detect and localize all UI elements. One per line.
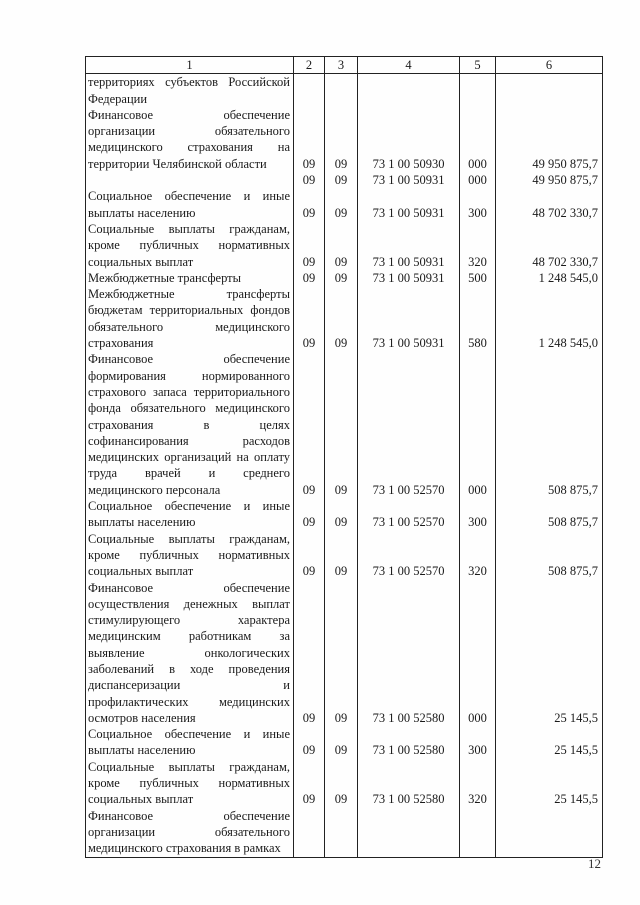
cell-section: 09 (294, 270, 325, 286)
cell-subsection (325, 74, 358, 107)
cell-subsection: 09 (325, 270, 358, 286)
cell-expense-type: 000 (460, 107, 496, 172)
cell-expense-type (460, 808, 496, 857)
cell-name: Социальное обеспечение и иные выплаты населению (86, 726, 294, 759)
cell-subsection: 09 (325, 221, 358, 270)
cell-target-article (358, 808, 460, 857)
cell-name: Социальное обеспечение и иные выплаты населению (86, 498, 294, 531)
cell-expense-type: 000 (460, 351, 496, 498)
table-row (86, 74, 603, 107)
cell-amount: 25 145,5 (496, 726, 603, 759)
cell-target-article: 73 1 00 52570 (358, 351, 460, 498)
cell-section: 09 (294, 726, 325, 759)
cell-expense-type: 500 (460, 270, 496, 286)
cell-target-article: 73 1 00 52580 (358, 580, 460, 727)
cell-subsection: 09 (325, 531, 358, 580)
cell-subsection: 09 (325, 498, 358, 531)
cell-name: Финансовое обеспечение организации обязательного медицинского страхования в рамках (86, 808, 294, 857)
cell-target-article (358, 74, 460, 107)
cell-section (294, 74, 325, 107)
cell-section: 09 (294, 188, 325, 221)
cell-amount: 508 875,7 (496, 531, 603, 580)
cell-subsection: 09 (325, 726, 358, 759)
table-row (86, 759, 603, 808)
cell-expense-type: 300 (460, 188, 496, 221)
cell-name: Финансовое обеспечение формирования нормированного страхового запаса территориального фонда обязательного медицинского страхования в целях софинансирования расходов медицинских организаций на оплату труда врачей и среднего медицинского персонала (86, 351, 294, 498)
cell-amount: 25 145,5 (496, 759, 603, 808)
cell-amount: 1 248 545,0 (496, 270, 603, 286)
cell-subsection: 09 (325, 172, 358, 188)
table-row (86, 286, 603, 351)
table-row (86, 531, 603, 580)
cell-expense-type: 300 (460, 726, 496, 759)
header-row (86, 57, 603, 74)
cell-section: 09 (294, 221, 325, 270)
cell-amount: 48 702 330,7 (496, 188, 603, 221)
cell-target-article: 73 1 00 50930 (358, 107, 460, 172)
cell-amount: 1 248 545,0 (496, 286, 603, 351)
cell-target-article: 73 1 00 50931 (358, 172, 460, 188)
cell-section: 09 (294, 759, 325, 808)
cell-target-article: 73 1 00 52580 (358, 759, 460, 808)
table-body (86, 74, 603, 857)
cell-section: 09 (294, 286, 325, 351)
cell-amount: 508 875,7 (496, 351, 603, 498)
header-col-1: 1 (86, 57, 294, 74)
cell-name: Социальные выплаты гражданам, кроме публичных нормативных социальных выплат (86, 531, 294, 580)
cell-name: Межбюджетные трансферты (86, 270, 294, 286)
cell-subsection: 09 (325, 580, 358, 727)
cell-expense-type: 000 (460, 580, 496, 727)
cell-expense-type: 000 (460, 172, 496, 188)
table-row (86, 808, 603, 857)
cell-name: Финансовое обеспечение организации обязательного медицинского страхования на территории Челябинской области (86, 107, 294, 172)
cell-subsection: 09 (325, 759, 358, 808)
cell-expense-type: 580 (460, 286, 496, 351)
table-row (86, 221, 603, 270)
cell-name (86, 172, 294, 188)
table-row (86, 107, 603, 172)
table-row (86, 726, 603, 759)
cell-expense-type: 320 (460, 221, 496, 270)
cell-subsection (325, 808, 358, 857)
cell-name: Социальные выплаты гражданам, кроме публичных нормативных социальных выплат (86, 221, 294, 270)
cell-expense-type: 320 (460, 531, 496, 580)
header-col-4: 4 (358, 57, 460, 74)
cell-amount: 508 875,7 (496, 498, 603, 531)
page-number: 12 (588, 856, 601, 871)
cell-target-article: 73 1 00 50931 (358, 221, 460, 270)
cell-expense-type: 300 (460, 498, 496, 531)
cell-amount (496, 74, 603, 107)
table-row (86, 351, 603, 498)
cell-section: 09 (294, 498, 325, 531)
cell-target-article: 73 1 00 50931 (358, 188, 460, 221)
cell-amount: 49 950 875,7 (496, 107, 603, 172)
cell-target-article: 73 1 00 50931 (358, 286, 460, 351)
cell-name: Финансовое обеспечение осуществления денежных выплат стимулирующего характера медицинским работникам за выявление онкологических заболеваний в ходе проведения диспансеризации и профилактических медицинских осмотров населения (86, 580, 294, 727)
cell-amount: 48 702 330,7 (496, 221, 603, 270)
cell-expense-type (460, 74, 496, 107)
cell-amount: 49 950 875,7 (496, 172, 603, 188)
table-row (86, 172, 603, 188)
header-col-6: 6 (496, 57, 603, 74)
cell-name: Социальное обеспечение и иные выплаты населению (86, 188, 294, 221)
cell-section: 09 (294, 351, 325, 498)
table-header (86, 57, 603, 74)
header-col-3: 3 (325, 57, 358, 74)
cell-section: 09 (294, 172, 325, 188)
cell-name: Межбюджетные трансферты бюджетам территориальных фондов обязательного медицинского страхования (86, 286, 294, 351)
cell-subsection: 09 (325, 188, 358, 221)
cell-target-article: 73 1 00 52570 (358, 498, 460, 531)
cell-name: территориях субъектов Российской Федерации (86, 74, 294, 107)
table-row (86, 188, 603, 221)
cell-target-article: 73 1 00 50931 (358, 270, 460, 286)
cell-section (294, 808, 325, 857)
cell-section: 09 (294, 107, 325, 172)
cell-target-article: 73 1 00 52580 (358, 726, 460, 759)
header-col-5: 5 (460, 57, 496, 74)
cell-target-article: 73 1 00 52570 (358, 531, 460, 580)
cell-section: 09 (294, 580, 325, 727)
cell-amount (496, 808, 603, 857)
table-row (86, 498, 603, 531)
cell-subsection: 09 (325, 286, 358, 351)
cell-name: Социальные выплаты гражданам, кроме публичных нормативных социальных выплат (86, 759, 294, 808)
table-row (86, 270, 603, 286)
header-col-2: 2 (294, 57, 325, 74)
cell-expense-type: 320 (460, 759, 496, 808)
cell-section: 09 (294, 531, 325, 580)
table-row (86, 580, 603, 727)
budget-table (85, 56, 603, 858)
cell-subsection: 09 (325, 351, 358, 498)
cell-amount: 25 145,5 (496, 580, 603, 727)
cell-subsection: 09 (325, 107, 358, 172)
